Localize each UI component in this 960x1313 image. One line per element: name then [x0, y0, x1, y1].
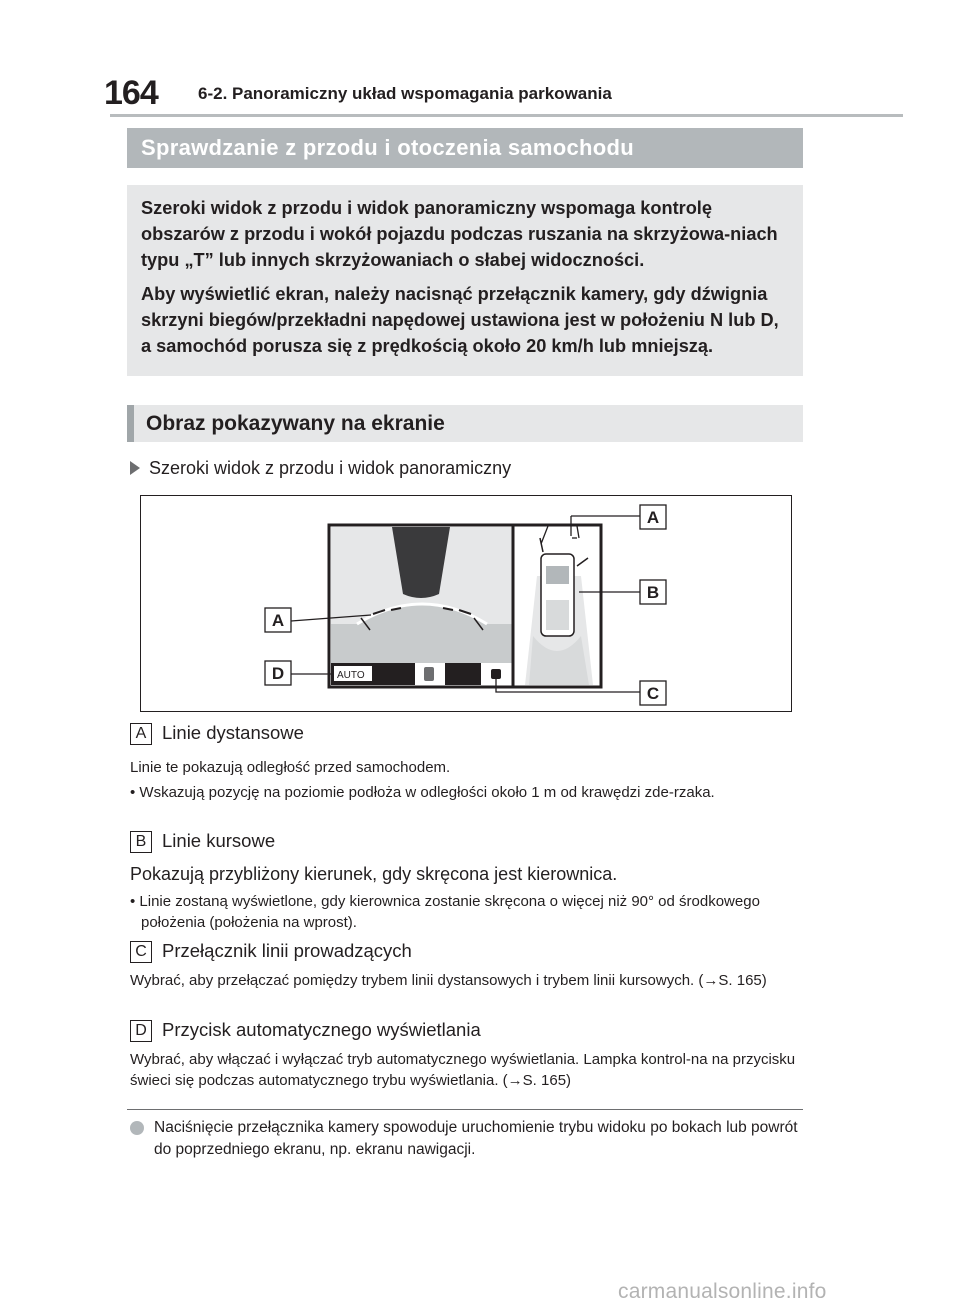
note-bullet-icon [130, 1121, 144, 1135]
callout-b: B [646, 583, 660, 602]
item-c-title: Przełącznik linii prowadzących [162, 940, 412, 961]
section-title-band: Sprawdzanie z przodu i otoczenia samochodu [127, 128, 803, 168]
item-d-title: Przycisk automatycznego wyświetlania [162, 1019, 481, 1040]
item-d-tag: D [130, 1020, 152, 1042]
info-box [127, 185, 803, 376]
item-a-desc: Linie te pokazują odległość przed samochodem. [130, 759, 451, 776]
callout-c: C [646, 684, 660, 703]
header-rule [110, 114, 903, 117]
item-b-title: Linie kursowe [162, 830, 276, 851]
info-paragraph-1: Szeroki widok z przodu i widok panoramiczny wspomaga kontrolę obszarów z przodu i wokół pojazdu podczas ruszania na skrzyżowa-niach typu „T” lub innych skrzyżowaniach o słabej widoczności. [141, 198, 778, 270]
item-d-desc: Wybrać, aby włączać i wyłączać tryb automatycznego wyświetlania. Lampka kontrol-na na przycisku świeci się podczas automatycznego trybu wyświetlania. (→S. 165) [130, 1051, 796, 1089]
camera-screen-illustration [141, 496, 793, 713]
view-bullet-label: Szeroki widok z przodu i widok panoramiczny [149, 458, 512, 478]
item-d-heading [130, 1019, 481, 1042]
auto-button-label: AUTO [337, 670, 365, 681]
page-number: 164 [104, 74, 158, 112]
item-b-desc: Pokazują przybliżony kierunek, gdy skręcona jest kierownica. [130, 864, 618, 884]
note-text: Naciśnięcie przełącznika kamery spowoduje uruchomienie trybu widoku po bokach lub powrót do poprzedniego ekranu, np. ekranu nawigacji. [154, 1119, 798, 1158]
item-c-tag: C [130, 941, 152, 963]
item-c-heading [130, 940, 412, 963]
triangle-bullet-icon [130, 461, 140, 475]
callout-a-right: A [646, 508, 660, 527]
callout-d: D [271, 664, 285, 683]
item-b-tag: B [130, 831, 152, 853]
item-a-title: Linie dystansowe [162, 722, 304, 743]
note [130, 1117, 802, 1161]
item-a-heading [130, 722, 304, 745]
item-b-bullet: • Linie zostaną wyświetlone, gdy kierownica zostanie skręcona o więcej niż 90° od środkowego położenia (położenia na wprost). [130, 893, 760, 931]
note-separator [127, 1109, 803, 1110]
subsection-title: Obraz pokazywany na ekranie [127, 405, 803, 442]
item-a-tag: A [130, 723, 152, 745]
item-b-heading [130, 830, 275, 853]
watermark: carmanualsonline.info [618, 1280, 827, 1303]
item-c-desc: Wybrać, aby przełączać pomiędzy trybem linii dystansowych i trybem linii kursowych. (→S. 165) [130, 972, 767, 989]
item-a-bullet: • Wskazują pozycję na poziomie podłoża w odległości około 1 m od krawędzi zde-rzaka. [130, 784, 715, 801]
view-bullet [130, 458, 511, 479]
camera-screen-figure [140, 495, 792, 712]
section-header: 6-2. Panoramiczny układ wspomagania parkowania [198, 84, 612, 103]
info-paragraph-2: Aby wyświetlić ekran, należy nacisnąć przełącznik kamery, gdy dźwignia skrzyni biegów/przekładni napędowej ustawiona jest w położeniu N lub D, a samochód porusza się z prędkością około 20 km/h lub mniejszą. [141, 284, 779, 356]
callout-a-left: A [271, 611, 285, 630]
